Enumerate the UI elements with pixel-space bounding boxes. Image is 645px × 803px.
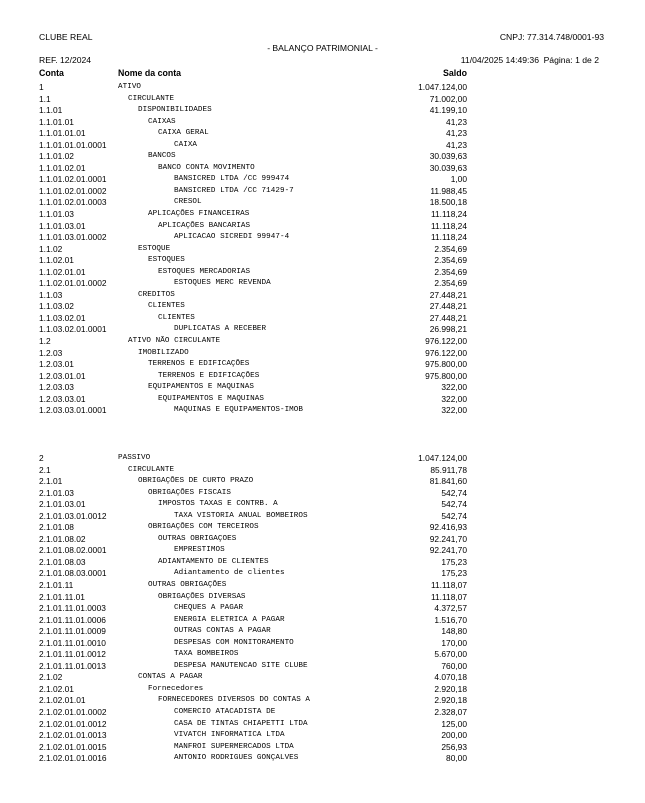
account-code: 1.1.02.01: [39, 255, 74, 266]
account-name: TAXA VISTORIA ANUAL BOMBEIROS: [174, 511, 308, 520]
account-code: 2.1.01.11.01.0006: [39, 614, 106, 625]
account-balance: 125,00: [441, 718, 467, 729]
account-code: 1.1.01.03: [39, 209, 74, 220]
account-name: FORNECEDORES DIVERSOS DO CONTAS A: [158, 696, 311, 705]
account-row: [0, 394, 645, 406]
account-code: 1.1.01.02.01.0001: [39, 174, 107, 185]
account-code: 1.1.01.01.01.0001: [39, 139, 107, 150]
account-code: 1.1.01.02.01.0002: [39, 185, 107, 196]
account-row: [0, 348, 645, 360]
account-name: TAXA BOMBEIROS: [174, 650, 239, 659]
account-row: [0, 128, 645, 140]
account-code: 1.1.01.01.01: [39, 128, 86, 139]
account-balance: 175,23: [441, 568, 467, 579]
account-balance: 41,23: [446, 116, 467, 127]
account-balance: 322,00: [441, 393, 467, 404]
account-row: [0, 476, 645, 488]
account-row: [0, 82, 645, 94]
account-row: [0, 615, 645, 627]
account-row: [0, 336, 645, 348]
assets-section: [0, 82, 645, 417]
account-balance: 2.920,18: [434, 683, 467, 694]
account-code: 2.1.01.11.01.0012: [39, 649, 106, 660]
account-name: ADIANTAMENTO DE CLIENTES: [158, 557, 269, 566]
account-row: [0, 753, 645, 765]
account-name: CIRCULANTE: [128, 465, 175, 474]
account-name: COMERCIO ATACADISTA DE: [174, 708, 276, 717]
account-name: APLICAÇÕES BANCARIAS: [158, 221, 251, 230]
account-name: EQUIPAMENTOS E MAQUINAS: [158, 394, 264, 403]
account-balance: 30.039,63: [429, 162, 467, 173]
account-code: 2.1.01.08.02.0001: [39, 545, 107, 556]
account-balance: 27.448,21: [429, 301, 467, 312]
account-name: MAQUINAS E EQUIPAMENTOS-IMOB: [174, 406, 303, 415]
account-balance: 1.516,70: [434, 614, 467, 625]
account-row: [0, 499, 645, 511]
account-balance: 11.118,24: [430, 220, 467, 231]
account-code: 2.1.01.08.03.0001: [39, 568, 107, 579]
account-name: CASA DE TINTAS CHIAPETTI LTDA: [174, 719, 308, 728]
account-name: OBRIGAÇÕES FISCAIS: [148, 488, 231, 497]
account-row: [0, 94, 645, 106]
column-header-balance: Saldo: [443, 68, 467, 78]
account-balance: 175,23: [441, 556, 467, 567]
account-row: [0, 197, 645, 209]
account-row: [0, 255, 645, 267]
account-code: 1.1.03.02.01: [39, 312, 86, 323]
account-balance: 542,74: [441, 487, 467, 498]
account-code: 2.1.01.11.01.0009: [39, 626, 106, 637]
account-name: CRESOL: [174, 198, 202, 207]
account-code: 1.1: [39, 93, 51, 104]
account-balance: 2.920,18: [434, 695, 467, 706]
account-row: [0, 405, 645, 417]
account-balance: 322,00: [441, 382, 467, 393]
account-balance: 41.199,10: [429, 105, 467, 116]
account-name: VIVATCH INFORMATICA LTDA: [174, 731, 285, 740]
account-balance: 85.911,78: [430, 464, 467, 475]
account-row: [0, 545, 645, 557]
account-code: 1.2.03: [39, 347, 63, 358]
account-row: [0, 534, 645, 546]
account-code: 2.1: [39, 464, 51, 475]
account-balance: 148,80: [441, 626, 467, 637]
account-row: [0, 719, 645, 731]
account-code: 1.1.02: [39, 243, 63, 254]
account-code: 2.1.01.11.01.0010: [39, 637, 106, 648]
account-row: [0, 465, 645, 477]
account-name: EMPRESTIMOS: [174, 546, 225, 555]
account-balance: 542,74: [441, 510, 467, 521]
company-name: CLUBE REAL: [39, 32, 93, 42]
account-name: OBRIGAÇÕES DIVERSAS: [158, 592, 246, 601]
account-balance: 542,74: [441, 499, 467, 510]
account-balance: 11.118,24: [430, 232, 467, 243]
account-code: 2.1.02: [39, 672, 63, 683]
account-name: ATIVO NÃO CIRCULANTE: [128, 337, 221, 346]
account-row: [0, 603, 645, 615]
account-row: [0, 371, 645, 383]
account-row: [0, 488, 645, 500]
account-row: [0, 568, 645, 580]
account-name: ANTONIO RODRIGUES GONÇALVES: [174, 754, 299, 763]
account-balance: 4.372,57: [434, 603, 467, 614]
account-balance: 92.241,70: [429, 545, 467, 556]
cnpj: CNPJ: 77.314.748/0001-93: [499, 32, 604, 42]
account-row: [0, 580, 645, 592]
account-row: [0, 638, 645, 650]
account-row: [0, 278, 645, 290]
account-row: [0, 359, 645, 371]
account-code: 1.1.01.02: [39, 151, 74, 162]
account-code: 2.1.01.03.01.0012: [39, 510, 107, 521]
account-balance: 1,00: [450, 174, 467, 185]
account-code: 2.1.01.11.01.0013: [39, 660, 106, 671]
account-name: CREDITOS: [138, 290, 175, 299]
account-name: BANSICRED LTDA /CC 71429-7: [174, 186, 294, 195]
account-code: 2.1.01.11.01.0003: [39, 603, 106, 614]
account-name: ATIVO: [118, 83, 142, 91]
account-row: [0, 301, 645, 313]
account-name: BANSICRED LTDA /CC 999474: [174, 175, 290, 184]
account-balance: 11.118,07: [430, 580, 467, 591]
account-name: OUTRAS OBRIGAÇOES: [158, 534, 237, 543]
account-code: 2.1.01.08: [39, 522, 74, 533]
account-name: OUTRAS CONTAS A PAGAR: [174, 627, 271, 636]
account-name: TERRENOS E EDIFICAÇÕES: [158, 371, 260, 380]
account-balance: 2.354,69: [434, 266, 467, 277]
account-name: CIRCULANTE: [128, 94, 175, 103]
account-row: [0, 140, 645, 152]
account-code: 2: [39, 453, 44, 463]
account-code: 1.2: [39, 336, 51, 347]
account-row: [0, 151, 645, 163]
account-code: 1.1.03: [39, 289, 63, 300]
account-row: [0, 684, 645, 696]
account-row: [0, 221, 645, 233]
account-balance: 1.047.124,00: [418, 453, 467, 463]
account-name: EQUIPAMENTOS E MAQUINAS: [148, 383, 254, 392]
account-row: [0, 730, 645, 742]
account-name: ESTOQUES MERCADORIAS: [158, 267, 251, 276]
account-row: [0, 324, 645, 336]
account-name: MANFROI SUPERMERCADOS LTDA: [174, 742, 294, 751]
account-balance: 975.800,00: [425, 359, 467, 370]
account-row: [0, 232, 645, 244]
account-code: 2.1.01.03.01: [39, 499, 86, 510]
account-name: CAIXA GERAL: [158, 129, 209, 138]
account-balance: 41,23: [446, 128, 467, 139]
column-header-name: Nome da conta: [118, 68, 182, 78]
account-code: 1.2.03.01.01: [39, 370, 86, 381]
account-code: 2.1.02.01.01.0002: [39, 707, 107, 718]
account-code: 1.1.01.02.01: [39, 162, 86, 173]
account-name: APLICAÇÕES FINANCEIRAS: [148, 210, 250, 219]
account-code: 2.1.02.01.01.0015: [39, 741, 107, 752]
account-code: 1.1.03.02.01.0001: [39, 324, 107, 335]
account-code: 2.1.01.08.02: [39, 533, 86, 544]
account-code: 1.2.03.03.01.0001: [39, 405, 107, 416]
account-name: DESPESAS COM MONITORAMENTO: [174, 638, 294, 647]
account-code: 1.1.01: [39, 105, 63, 116]
account-balance: 2.328,07: [434, 707, 467, 718]
account-balance: 4.070,18: [434, 672, 467, 683]
account-row: [0, 244, 645, 256]
account-row: [0, 742, 645, 754]
account-balance: 322,00: [441, 405, 467, 416]
account-name: ESTOQUES MERC REVENDA: [174, 279, 271, 288]
account-name: BANCO CONTA MOVIMENTO: [158, 163, 255, 172]
account-name: CAIXA: [174, 140, 198, 149]
account-code: 2.1.02.01: [39, 683, 74, 694]
account-row: [0, 163, 645, 175]
account-code: 2.1.02.01.01.0016: [39, 753, 107, 764]
page-number: Página: 1 de 2: [543, 55, 599, 65]
account-row: [0, 117, 645, 129]
account-balance: 1.047.124,00: [418, 82, 467, 92]
account-row: [0, 695, 645, 707]
account-balance: 2.354,69: [434, 255, 467, 266]
account-name: ESTOQUE: [138, 244, 171, 253]
account-code: 1.1.01.03.01.0002: [39, 232, 107, 243]
account-name: APLICACAO SICREDI 99947-4: [174, 233, 290, 242]
account-balance: 11.118,07: [430, 591, 467, 602]
account-balance: 27.448,21: [429, 289, 467, 300]
account-balance: 92.241,70: [429, 533, 467, 544]
column-header-code: Conta: [39, 68, 64, 78]
account-code: 2.1.01.11: [39, 580, 74, 591]
account-row: [0, 105, 645, 117]
account-row: [0, 649, 645, 661]
account-balance: 975.800,00: [425, 370, 467, 381]
account-code: 1.1.02.01.01.0002: [39, 278, 107, 289]
account-row: [0, 209, 645, 221]
account-name: OBRIGAÇÕES DE CURTO PRAZO: [138, 477, 254, 486]
account-balance: 976.122,00: [425, 347, 467, 358]
account-name: CAIXAS: [148, 117, 176, 126]
account-code: 1.1.02.01.01: [39, 266, 86, 277]
account-name: IMPOSTOS TAXAS E CONTRB. A: [158, 500, 278, 509]
account-row: [0, 511, 645, 523]
account-balance: 81.841,60: [429, 476, 467, 487]
account-name: IMOBILIZADO: [138, 348, 189, 357]
account-code: 2.1.01.03: [39, 487, 74, 498]
account-name: OBRIGAÇÕES COM TERCEIROS: [148, 523, 259, 532]
account-balance: 71.002,00: [429, 93, 467, 104]
account-row: [0, 313, 645, 325]
account-name: CLIENTES: [148, 302, 185, 311]
account-name: Fornecedores: [148, 684, 204, 693]
account-code: 2.1.02.01.01.0012: [39, 718, 107, 729]
account-balance: 2.354,69: [434, 278, 467, 289]
account-name: BANCOS: [148, 152, 176, 161]
account-code: 2.1.01.11.01: [39, 591, 85, 602]
account-name: CLIENTES: [158, 313, 195, 322]
account-row: [0, 592, 645, 604]
account-balance: 976.122,00: [425, 336, 467, 347]
account-row: [0, 707, 645, 719]
account-balance: 41,23: [446, 139, 467, 150]
print-datetime: 11/04/2025 14:49:36: [460, 55, 539, 65]
account-row: [0, 672, 645, 684]
account-code: 1.2.03.03: [39, 382, 74, 393]
account-name: CONTAS A PAGAR: [138, 673, 203, 682]
account-balance: 760,00: [441, 660, 467, 671]
account-name: TERRENOS E EDIFICAÇÕES: [148, 360, 250, 369]
account-balance: 92.416,93: [429, 522, 467, 533]
account-balance: 256,93: [441, 741, 467, 752]
account-balance: 18.500,18: [429, 197, 467, 208]
account-code: 1.1.01.03.01: [39, 220, 86, 231]
account-row: [0, 522, 645, 534]
account-code: 1.2.03.03.01: [39, 393, 86, 404]
account-row: [0, 557, 645, 569]
account-balance: 2.354,69: [434, 243, 467, 254]
account-name: ESTOQUES: [148, 256, 185, 265]
account-balance: 200,00: [441, 730, 467, 741]
account-row: [0, 661, 645, 673]
account-code: 1.1.03.02: [39, 301, 74, 312]
account-balance: 27.448,21: [429, 312, 467, 323]
account-balance: 80,00: [446, 753, 467, 764]
account-code: 1.1.01.02.01.0003: [39, 197, 107, 208]
account-code: 2.1.02.01.01: [39, 695, 86, 706]
account-name: ENERGIA ELETRICA A PAGAR: [174, 615, 285, 624]
account-balance: 5.670,00: [434, 649, 467, 660]
account-code: 2.1.02.01.01.0013: [39, 730, 107, 741]
account-row: [0, 626, 645, 638]
account-row: [0, 453, 645, 465]
account-balance: 30.039,63: [429, 151, 467, 162]
account-row: [0, 382, 645, 394]
account-code: 2.1.01: [39, 476, 63, 487]
account-name: CHEQUES A PAGAR: [174, 604, 244, 613]
account-name: DISPONIBILIDADES: [138, 106, 212, 115]
account-code: 2.1.01.08.03: [39, 556, 86, 567]
account-row: [0, 186, 645, 198]
report-title: - BALANÇO PATRIMONIAL -: [267, 43, 378, 53]
account-name: DESPESA MANUTENCAO SITE CLUBE: [174, 661, 308, 670]
account-row: [0, 174, 645, 186]
account-balance: 26.998,21: [429, 324, 467, 335]
account-name: DUPLICATAS A RECEBER: [174, 325, 267, 334]
account-code: 1: [39, 82, 44, 92]
account-name: OUTRAS OBRIGAÇÕES: [148, 581, 227, 590]
account-name: Adiantamento de clientes: [174, 569, 285, 578]
account-row: [0, 267, 645, 279]
account-row: [0, 290, 645, 302]
reference-period: REF. 12/2024: [39, 55, 92, 65]
account-balance: 11.118,24: [430, 209, 467, 220]
account-balance: 170,00: [441, 637, 467, 648]
account-code: 1.2.03.01: [39, 359, 74, 370]
account-code: 1.1.01.01: [39, 116, 74, 127]
liabilities-section: [0, 453, 645, 765]
account-balance: 11.988,45: [430, 185, 467, 196]
account-name: PASSIVO: [118, 454, 151, 462]
